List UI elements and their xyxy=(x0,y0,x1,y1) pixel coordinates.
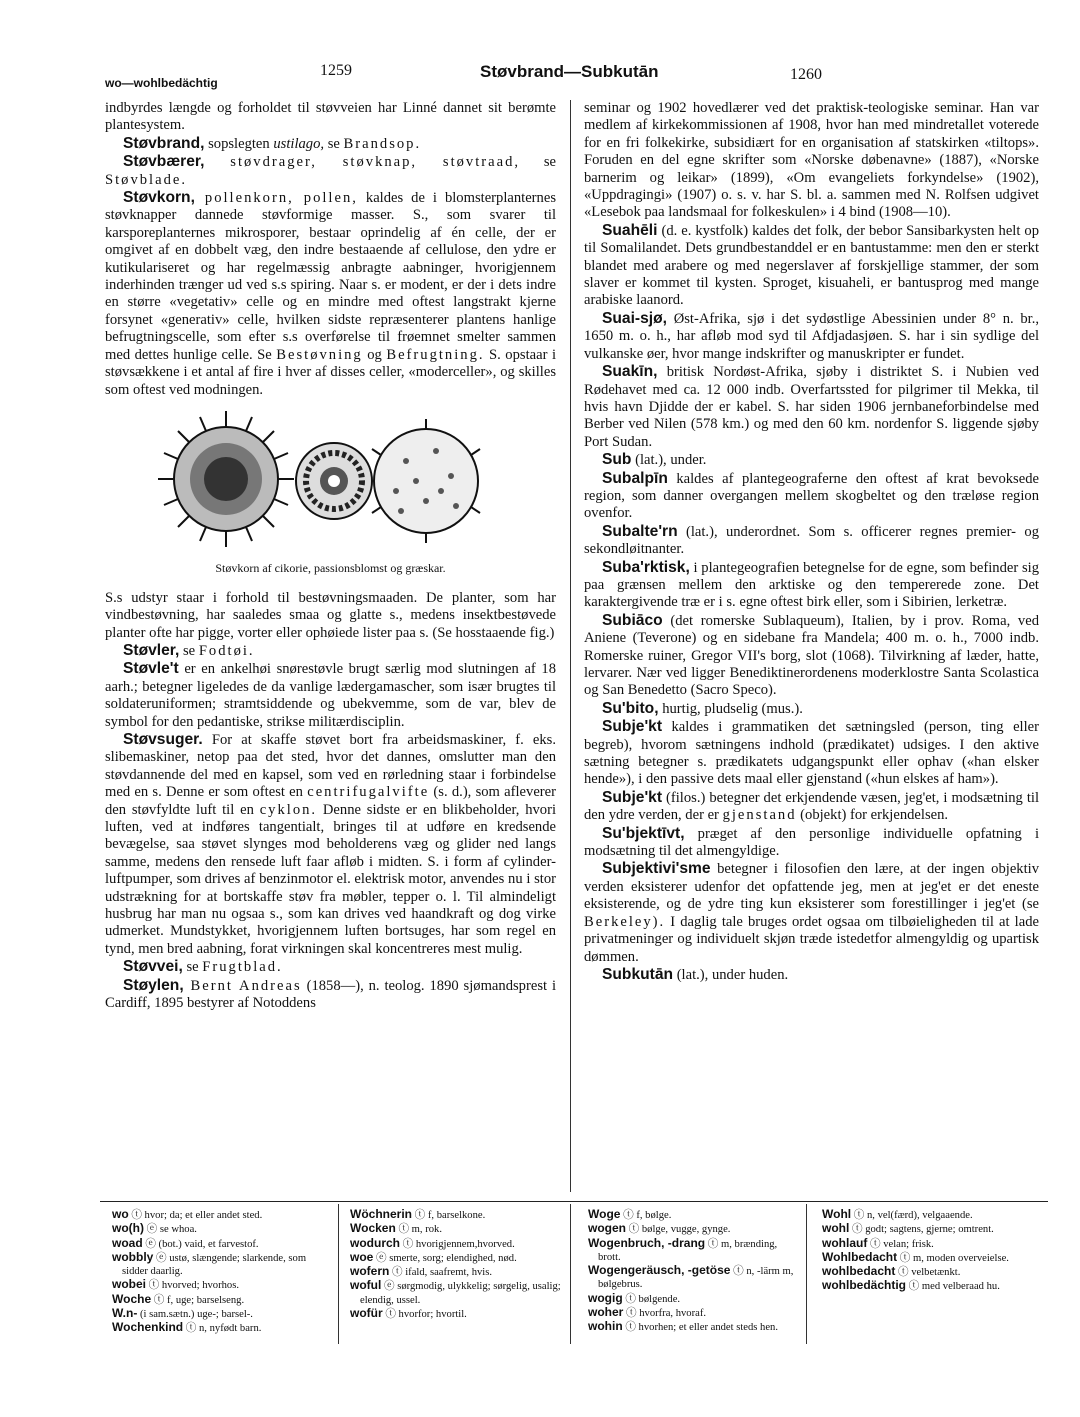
glossary-definition: (i sam.sætn.) uge-; barsel-. xyxy=(137,1309,253,1321)
glossary-entry xyxy=(822,1208,1040,1222)
cross-reference: Fodtøi. xyxy=(198,642,255,659)
glossary-definition: ⓣ med velberaad hu. xyxy=(906,1281,1000,1293)
entry xyxy=(584,310,1039,363)
entry xyxy=(584,523,1039,559)
pollen-figure xyxy=(105,409,556,578)
figure-caption: Støvkorn af cikorie, passionsblomst og græskar. xyxy=(215,561,446,576)
glossary-entry xyxy=(588,1264,800,1292)
cross-reference: Befrugtning. xyxy=(386,346,485,363)
glossary-entry xyxy=(350,1265,562,1279)
glossary-definition: ⓣ bølgende. xyxy=(622,1293,681,1305)
headword: Suai-sjø, xyxy=(602,309,667,327)
headword: Støvsuger. xyxy=(123,730,203,748)
headword: Støvvei, xyxy=(123,958,183,976)
glossary-entry xyxy=(350,1279,562,1307)
glossary-entry xyxy=(112,1293,330,1307)
glossary-word: wohin xyxy=(588,1319,623,1334)
glossary-word: wobei xyxy=(112,1277,147,1292)
headword: Støvle't xyxy=(123,660,179,678)
page-number-right: 1260 xyxy=(790,66,822,83)
entry-text: (d. e. kystfolk) kaldes det folk, der bebor Sansibarkysten helt op til Somalilandet. Dets grundbestanddel er en bantustamme: men den er sterkt blandet med arabere og med negerslaver af forskjellige stammer, der som slaver er kommet til kysten. Sproget, kisuaheli, er bantusprog med mange arabiske laanord. xyxy=(584,222,1039,309)
glossary-definition: ⓣ f, barselkone. xyxy=(412,1210,486,1221)
entry xyxy=(584,612,1039,700)
glossary-entry xyxy=(112,1278,330,1292)
entry-text: kaldes i grammatiken det sætningsled (person, ting eller begreb), hvorom sætningens indhold (prædikatet) udsiges. I den aktive sætning betegner s. prædikatets udgangspunkt eller ophav («han elsker hende»), i den passive dets maal eller gjenstand («hun elskes af ham»). xyxy=(584,719,1039,788)
glossary-entry xyxy=(350,1222,562,1236)
glossary-entry xyxy=(588,1306,800,1320)
glossary-word: wofür xyxy=(350,1306,383,1321)
entry xyxy=(584,222,1039,310)
pollen-illustration xyxy=(156,409,506,549)
glossary-definition: ⓣ godt; sagtens, gjerne; omtrent. xyxy=(849,1224,994,1236)
headword: Støvbrand, xyxy=(123,134,205,152)
paragraph: seminar og 1902 hovedlærer ved det praktisk-teologiske seminar. Han var medlem af kirkekommissionen af 1908, hvor han med mindretallet voterede for en fri folkekirke, subsidiært for en organisation af statskirken «tiltops». Foruden en del egne skrifter som «Norske døbenavne» (1887), «Norske barnerim og leikar» (1899), «Om evangeliets forkyndelse» (1902), «Uppdragingi» (1907) o. s. v. har S. bl. a. sammen med N. Rolfsen udgivet «Lesebok paa landsmaal for folkeskulen» i 4 bind (1908—10). xyxy=(584,100,1039,221)
entry-text: (1858—), n. teolog. 1890 sjømandsprest i Cardiff, 1895 bestyrer af Notoddens xyxy=(105,977,556,1012)
entry-text: pollenkorn, pollen, xyxy=(194,190,358,207)
headword: Subkutān xyxy=(602,965,674,983)
glossary-definition: ⓣ m, rok. xyxy=(395,1224,442,1236)
glossary-entry xyxy=(350,1208,562,1222)
glossary-definition: ⓣ n, -lärm m, bølgebrus. xyxy=(598,1266,794,1291)
glossary-word: Wöchnerin xyxy=(350,1207,412,1221)
headword: Støylen, xyxy=(123,976,184,994)
entry xyxy=(584,789,1039,825)
headword: Subiāco xyxy=(602,611,663,629)
headword: Su'bito, xyxy=(602,699,659,717)
entry-text: S. opstaar i støvsækkene i et antal af fire i hver af disses celler, «moderceller», og skilles som oftest ved modningen. xyxy=(105,346,557,398)
glossary-word: Wogengeräusch, -getöse xyxy=(588,1263,731,1278)
entry-text: betegner i filosofien den lære, at der ingen objektiv verden eksisterer udenfor det opfattende jeg, men at jeg'et er det eneste eksisterende, og de ydre ting kun eksisterer som forestillinger i jeg'et (se xyxy=(584,861,1039,913)
entry-text: (objekt) for erkjendelsen. xyxy=(796,807,949,824)
entry-text: se xyxy=(520,154,556,171)
paragraph: indbyrdes længde og forholdet til støvveien har Linné dannet sit berømte plantesystem. xyxy=(105,100,556,134)
glossary-entry xyxy=(112,1237,330,1251)
entry xyxy=(584,363,1039,451)
entry xyxy=(105,731,556,958)
entry-text: se xyxy=(324,135,344,152)
glossary-word: woad xyxy=(112,1235,143,1250)
entry-text: (s. d.), som afleverer den støvfyldte luft til en xyxy=(105,784,556,818)
headword: Subje'kt xyxy=(602,788,663,806)
glossary-definition: ⓣ m, moden overveielse. xyxy=(897,1252,1009,1264)
glossary-entry xyxy=(588,1292,800,1306)
page-title: Støvbrand—Subkutān xyxy=(480,62,659,81)
cross-reference: Støvblade. xyxy=(105,171,188,188)
entry-text: og xyxy=(362,346,387,363)
glossary-definition: ⓣ m, brænding, brott. xyxy=(598,1238,778,1263)
left-column xyxy=(105,100,556,1012)
glossary-definition: ⓣ velan; frisk. xyxy=(867,1238,934,1250)
entry-text: se xyxy=(182,959,203,976)
pumpkin-pollen-grain xyxy=(372,419,480,543)
cross-reference: Berkeley). xyxy=(584,913,666,930)
entry xyxy=(584,470,1039,523)
headword: Støvler, xyxy=(123,641,180,659)
paragraph: S.s udstyr staar i forhold til bestøvningsmaaden. De planter, som har vindbestøvning, har saaledes smaa og glatte s., medens insektbestøvede planter ofte har pigge, vorter eller ophøiede lister paa s. (Se hosstaaende fig.) xyxy=(105,589,556,641)
headword: Subalte'rn xyxy=(602,522,678,540)
entry xyxy=(105,189,556,399)
glossary-entry xyxy=(588,1222,800,1236)
entry-text: ustilago, xyxy=(273,135,325,152)
glossary-definition: ⓣ bølge, vugge, gynge. xyxy=(626,1224,731,1236)
glossary-word: Wochenkind xyxy=(112,1320,184,1335)
glossary-word: Woche xyxy=(112,1291,152,1306)
glossary-word: Wocken xyxy=(350,1221,396,1236)
glossary-entry xyxy=(112,1307,330,1321)
entry-text: (lat.), under huden. xyxy=(673,966,789,983)
headword: Subalpīn xyxy=(602,469,668,487)
glossary-word: W.n- xyxy=(112,1306,138,1321)
glossary-definition: ⓣ f, uge; barselseng. xyxy=(151,1294,245,1306)
headword: Suahēli xyxy=(602,221,658,239)
entry xyxy=(105,977,556,1013)
entry-text: er en ankelhøi snørestøvle brugt særlig mod slutningen af 18 aarh.; betegner ligeledes de da vanlige lædergamascher, som især brugtes til soldateruniformen; stramtsiddende og ubekvemme, som de var, blev de symbol for den pedantiske, strikse militærdisciplin. xyxy=(105,661,556,730)
cross-reference: Brandsop. xyxy=(343,135,422,152)
entry xyxy=(584,559,1039,612)
glossary-definition: ⓣ hvorfra, hvoraf. xyxy=(623,1308,707,1320)
headword: Suakīn, xyxy=(602,363,658,381)
entry-text: Øst-Afrika, sjø i det sydøstlige Abessinien under 8° n. br., 1650 m. o. h., har afløb mod syd til Afdjadasjøen. S. har i sin sydlige del vulkanske øer, hvor mange indskrifter og manuskripter er fundet. xyxy=(584,310,1039,362)
entry-text: (filos.) betegner det erkjendende væsen, jeg'et, i modsætning til den ydre verden, der er xyxy=(584,789,1039,824)
footer-rule xyxy=(100,1201,1048,1202)
glossary-entry xyxy=(350,1251,562,1265)
cross-reference: cyklon. xyxy=(259,801,318,818)
headword: Støvbærer, xyxy=(123,153,205,171)
glossary-definition: ⓔ sørgmodig, ulykkelig; sørgelig, usalig; elendig, ussel. xyxy=(360,1281,561,1306)
glossary-entry xyxy=(588,1208,800,1222)
glossary-definition: ⓔ ustø, slængende; slarkende, som sidder daarlig. xyxy=(122,1252,307,1278)
entry-text: (lat.), under. xyxy=(631,452,707,469)
glossary-entry xyxy=(822,1279,1040,1293)
glossary-word: Wohlbedacht xyxy=(822,1249,898,1264)
entry xyxy=(584,966,1039,984)
glossary-word: wo(h) xyxy=(112,1221,144,1236)
glossary-definition: ⓣ ifald, saafremt, hvis. xyxy=(389,1267,493,1279)
entry-text: (det romerske Sublaqueum), Italien, by i prov. Roma, ved Aniene (Teverone) og en sidebane fra Mandela; 400 m. o. h., 7000 indb. Romerske ruiner, Gregor VII's borg, slot (1068). Tilvirkning af læder, hatte, lervarer. Nær ved ligger Benediktinerordenens moderklostre Santa Scolastica og San Benedetto (Sacro Speco). xyxy=(584,612,1039,699)
page-number-left: 1259 xyxy=(320,62,352,79)
entry xyxy=(584,718,1039,789)
footer-divider xyxy=(570,1204,571,1344)
glossary-entry xyxy=(822,1265,1040,1279)
glossary-word: wodurch xyxy=(350,1235,400,1250)
entry-text: Bernt Andreas xyxy=(183,977,302,994)
entry-text: kaldes af plantegeograferne den oftest af krat bevoksede region, som danner overgangen mellem skogbeltet og den træløse region ovenfor. xyxy=(584,470,1039,522)
glossary-entry xyxy=(350,1307,562,1321)
footer-glossary-col-1 xyxy=(112,1208,330,1336)
glossary-word: wohlbedacht xyxy=(822,1264,896,1279)
entry-text: (lat.), underordnet. Som s. officerer regnes premier- og sekondløitnanter. xyxy=(584,523,1039,558)
headword: Sub xyxy=(602,451,632,469)
glossary-entry xyxy=(350,1237,562,1251)
guide-words: wo—wohlbedächtig xyxy=(105,76,218,90)
entry xyxy=(584,860,1039,965)
cross-reference: centrifugalvifte xyxy=(307,784,430,801)
headword: Su'bjektīvt, xyxy=(602,824,685,842)
entry xyxy=(105,135,556,153)
entry xyxy=(105,153,556,189)
entry-text: kaldes de i blomsterplanternes støvknapper dannede støvformige masser. S., som svarer til karsporeplanternes mikrosporer, bestaar oprindelig af én celle, der er omgivet af en dobbelt væg, den indre bestaaende af cellulose, den ydre er kutikulariseret og har regelmæssig anbragte aabninger, hvorigjennem inderhinden trænger ud ved s.s spiring. Naar s. er modent, er der i dets indre en større «vegetativ» celle og en mindre med oftest langstrakt kjerne forsynet «generativ» celle, hvilken sidste repræsenterer plantens hanlige befrugtningscelle, som efter s.s overførelse til frøemnet smelter sammen med dettes hunlige celle. Se xyxy=(105,190,556,363)
glossary-word: wohl xyxy=(822,1221,850,1236)
footer-glossary-col-3 xyxy=(588,1208,800,1335)
glossary-word: wogen xyxy=(588,1221,626,1236)
headword: Subjektivi'sme xyxy=(602,860,711,878)
glossary-definition: ⓔ (bot.) vaid, et farvestof. xyxy=(142,1238,259,1250)
entry xyxy=(584,451,1039,469)
entry xyxy=(105,642,556,660)
glossary-definition: ⓣ hvorhen; et eller andet steds hen. xyxy=(622,1322,778,1334)
glossary-definition: ⓣ hvorigjennem,hvorved. xyxy=(400,1238,515,1250)
footer-divider xyxy=(338,1204,339,1344)
glossary-definition: ⓣ hvorved; hvorhos. xyxy=(146,1280,239,1292)
glossary-entry xyxy=(588,1237,800,1265)
glossary-word: Wogenbruch, -drang xyxy=(588,1235,706,1250)
footer-divider xyxy=(806,1204,807,1344)
glossary-entry xyxy=(112,1222,330,1236)
footer-glossary-col-2 xyxy=(350,1208,562,1321)
glossary-word: wofern xyxy=(350,1264,390,1279)
glossary-definition: ⓣ hvor; da; et eller andet sted. xyxy=(128,1210,263,1221)
glossary-definition: ⓣ f, bølge. xyxy=(620,1210,672,1221)
entry-text: præget af den personlige individuelle opfatning i modsætning til det almengyldige. xyxy=(584,825,1039,860)
glossary-word: wogig xyxy=(588,1290,623,1305)
glossary-word: wo xyxy=(112,1207,129,1221)
glossary-entry xyxy=(112,1208,330,1222)
glossary-definition: ⓣ n, vel(færd), velgaaende. xyxy=(851,1210,973,1221)
headword: Subje'kt xyxy=(602,718,663,736)
entry-text: For at skaffe støvet bort fra arbeidsmaskiner, f. eks. slibemaskiner, netop paa det sted, hvor det dannes, omslutter man den støvdannende del med en kapsel, som ved en rørledning staar i forbindelse med en s. Denne er som oftest en xyxy=(105,731,556,801)
headword: Støvkorn, xyxy=(123,189,195,207)
glossary-word: wohlauf xyxy=(822,1235,868,1250)
entry-text: britisk Nordøst-Afrika, sjøby i distriktet S. i Nubien ved Rødehavet med ca. 12 000 indb. Overfartssted for pilgrimer til Mekka, til hvis havn Djidde der er kabel. S. har siden 1906 jernbaneforbindelse med Berber ved Nilen (578 km.) og med den 60 km. nordenfor S. liggende sjøby Port Sudan. xyxy=(584,364,1039,450)
footer-glossary-col-4 xyxy=(822,1208,1040,1294)
cross-reference: Frugtblad. xyxy=(202,959,283,976)
entry xyxy=(584,825,1039,861)
glossary-definition: ⓔ smerte, sorg; elendighed, nød. xyxy=(373,1252,517,1264)
glossary-definition: ⓔ se whoa. xyxy=(144,1224,197,1236)
glossary-entry xyxy=(822,1222,1040,1236)
glossary-word: wohlbedächtig xyxy=(822,1278,906,1293)
entry-text: se xyxy=(179,642,199,659)
column-divider xyxy=(570,100,571,1192)
entry xyxy=(105,660,556,731)
cross-reference: Bestøvning xyxy=(276,346,363,363)
glossary-definition: ⓣ hvorfor; hvortil. xyxy=(382,1309,467,1321)
glossary-entry xyxy=(588,1320,800,1334)
glossary-entry xyxy=(822,1237,1040,1251)
glossary-entry xyxy=(112,1321,330,1335)
entry-text: I daglig tale bruges ordet ogsaa om tilbøieligheden til at lade privatmeninger og individuelt skjøn træde istedetfor almengyldig og upartisk dømmen. xyxy=(584,913,1039,965)
chicory-pollen-grain xyxy=(158,411,294,547)
entry-text: i plantegeografien betegnelse for de egne, som befinder sig paa grænsen mellem den arktiske og den tempererede zone. Det karaktergivende træ er i s. egne oftest birk eller, som i Sibirien, lerketræ. xyxy=(584,559,1039,611)
glossary-entry xyxy=(822,1251,1040,1265)
glossary-word: woe xyxy=(350,1249,374,1264)
glossary-word: Woge xyxy=(588,1207,621,1221)
passionflower-pollen-grain xyxy=(296,443,372,519)
glossary-word: wobbly xyxy=(112,1249,154,1264)
glossary-word: Wohl xyxy=(822,1207,852,1221)
glossary-word: woher xyxy=(588,1305,624,1320)
headword: Suba'rktisk, xyxy=(602,558,690,576)
glossary-definition: ⓣ velbetænkt. xyxy=(895,1267,961,1279)
glossary-definition: ⓣ n, nyfødt barn. xyxy=(183,1323,262,1335)
entry xyxy=(105,958,556,976)
entry-text: støvdrager, støvknap, støvtraad, xyxy=(204,154,521,171)
glossary-entry xyxy=(112,1251,330,1279)
right-column xyxy=(584,100,1039,984)
entry-text: Denne sidste er en blikbeholder, hvori luften, ved at indføres tangentialt, bringes til at udføre en kredsende bevægelse, saa støvet slynges mod beholderens væg og glider ned langs samme, medens den rensede luft faar afløb i midten. S. i form af cylinder-luftpumper, som drives af benzinmotor el. elektrisk motor, anvendes nu i stor udstrækning for at bortskaffe støv fra møbler, tepper o. l. Til almindeligt husbrug har man nu ogsaa s., som kan drives ved haandkraft og dog virke udmerket. Mundstykket, hvorigjennem luften bortsuges, har som regel en tynd, men bred aabning, forat virkningen skal koncentreres mest mulig. xyxy=(105,801,557,957)
entry xyxy=(584,700,1039,718)
glossary-word: woful xyxy=(350,1278,382,1293)
entry-text: gjenstand xyxy=(722,807,797,824)
entry-text: hurtig, pludselig (mus.). xyxy=(658,700,803,717)
entry-text: sopslegten xyxy=(204,135,274,152)
